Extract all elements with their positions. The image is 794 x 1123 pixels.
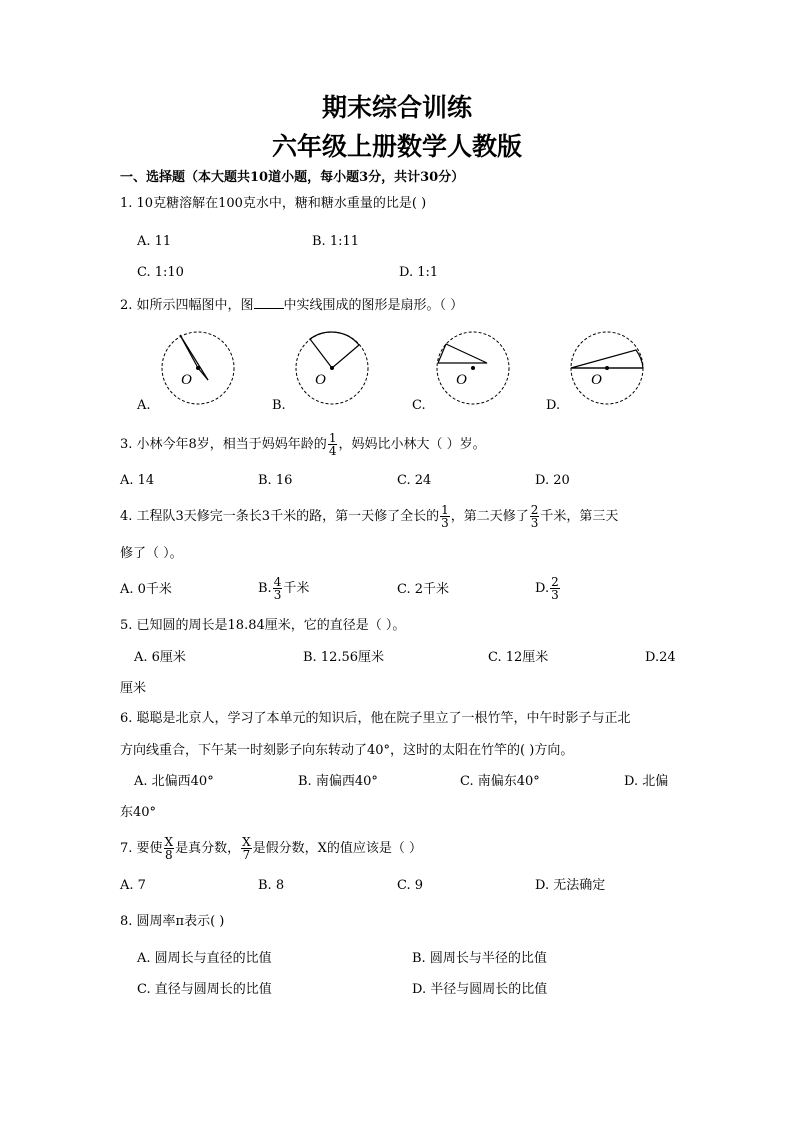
q7-fraction-2 (241, 836, 252, 861)
q3-option-d: D. 20 (535, 473, 570, 488)
q3-option-b: B. 16 (258, 473, 293, 488)
document-title: 期末综合训练 (321, 93, 472, 122)
q1-option-c: C. 1:10 (137, 265, 184, 280)
q4-option-a: A. 0千米 (120, 582, 172, 597)
q7-option-c: C. 9 (397, 878, 424, 893)
document-subtitle: 六年级上册数学人教版 (271, 132, 522, 161)
q4-fraction-1-numerator: 1 (441, 503, 449, 517)
q7-fraction-1-denominator: 8 (165, 848, 173, 862)
q5-option-a: A. 6厘米 (134, 650, 186, 665)
q6-option-d-continued: 东40° (120, 805, 157, 820)
q4-stem-line2: 修了（ ）。 (120, 546, 183, 561)
q4-option-d (535, 572, 561, 606)
q2-answer-blank (254, 296, 284, 309)
q2-label-d: D. (546, 398, 561, 413)
q2-stem-part-b: 中实线围成的图形是扇形。（ ） (283, 298, 464, 313)
q7-stem-part-a: 7. 要使 (120, 841, 163, 856)
q2-stem-part-a: 2. 如所示四幅图中，图 (120, 298, 254, 313)
q1-option-a: A. 11 (137, 234, 172, 249)
q3-option-c: C. 24 (397, 473, 432, 488)
q2-figure-d-center-label: O (591, 372, 602, 388)
q8-option-b: B. 圆周长与半径的比值 (412, 951, 547, 966)
q7-stem-part-c: 是假分数，X的值应该是（ ） (252, 841, 423, 856)
q4-option-b-denominator: 3 (273, 588, 282, 602)
q4-option-b-unit: 千米 (283, 581, 310, 596)
q7-option-a: A. 7 (120, 878, 146, 893)
q5-option-d: D.24 (645, 650, 676, 665)
q1-stem: 1. 10克糖溶解在100克水中，糖和糖水重量的比是( ) (120, 196, 427, 211)
q4-stem-part-c: 千米，第三天 (540, 509, 619, 524)
q3-fraction (328, 432, 338, 457)
q7-stem (120, 832, 422, 866)
q5-stem: 5. 已知圆的周长是18.84厘米，它的直径是（ ）。 (120, 618, 406, 633)
q4-option-b-letter: B. (258, 581, 272, 596)
q7-option-b: B. 8 (258, 878, 285, 893)
q4-option-d-letter: D. (535, 581, 550, 596)
q2-figure-c-center-label: O (456, 372, 467, 388)
q4-fraction-2-numerator: 2 (530, 503, 539, 517)
q8-option-d: D. 半径与圆周长的比值 (412, 982, 548, 997)
q5-option-c: C. 12厘米 (488, 650, 549, 665)
q4-option-b-numerator: 4 (273, 575, 282, 589)
q2-label-a: A. (137, 398, 151, 413)
q2-figure-c (435, 330, 511, 406)
q8-option-c: C. 直径与圆周长的比值 (137, 982, 272, 997)
q6-stem-line2: 方向线重合，下午某一时刻影子向东转动了40°，这时的太阳在竹竿的( )方向。 (120, 743, 574, 758)
q3-option-a: A. 14 (120, 473, 155, 488)
q3-fraction-numerator: 1 (328, 431, 337, 445)
q3-stem (120, 428, 486, 462)
q2-figure-a-center-label: O (181, 372, 192, 388)
q4-option-b-fraction (273, 576, 283, 601)
q4-fraction-1-denominator: 3 (441, 516, 449, 530)
q2-figure-b (294, 330, 370, 406)
q4-fraction-1 (440, 504, 450, 529)
q7-fraction-2-denominator: 7 (242, 848, 251, 862)
q4-fraction-2 (530, 504, 540, 529)
q8-stem: 8. 圆周率π表示( ) (120, 914, 225, 929)
q4-option-d-denominator: 3 (551, 588, 559, 602)
q4-option-d-fraction (550, 576, 560, 601)
q2-stem (120, 296, 463, 314)
q6-option-d: D. 北偏 (624, 774, 669, 789)
q7-stem-part-b: 是真分数， (175, 841, 241, 856)
q4-fraction-2-denominator: 3 (530, 516, 539, 530)
q6-option-a: A. 北偏西40° (134, 774, 214, 789)
q4-option-b (258, 572, 309, 606)
q2-figure-b-center-label: O (315, 372, 326, 388)
q4-option-d-numerator: 2 (551, 575, 559, 589)
q1-option-d: D. 1:1 (399, 265, 439, 280)
q3-stem-part-a: 3. 小林今年8岁，相当于妈妈年龄的 (120, 437, 327, 452)
q3-fraction-denominator: 4 (328, 444, 337, 458)
q7-fraction-2-numerator: X (242, 835, 251, 849)
section-heading: 一、选择题（本大题共10道小题，每小题3分，共计30分） (120, 170, 465, 185)
q7-fraction-1-numerator: X (164, 835, 174, 849)
q5-option-d-continued: 厘米 (120, 681, 147, 696)
q5-option-b: B. 12.56厘米 (303, 650, 385, 665)
q6-option-b: B. 南偏西40° (298, 774, 378, 789)
q2-label-b: B. (272, 398, 286, 413)
q2-label-c: C. (412, 398, 426, 413)
q4-stem (120, 500, 618, 534)
q3-stem-part-b: ，妈妈比小林大（ ）岁。 (338, 437, 486, 452)
q6-stem-line1: 6. 聪聪是北京人，学习了本单元的知识后，他在院子里立了一根竹竿，中午时影子与正北 (120, 711, 631, 726)
q7-option-d: D. 无法确定 (535, 878, 606, 893)
q1-option-b: B. 1:11 (312, 234, 360, 249)
q7-fraction-1 (164, 836, 175, 861)
q4-stem-part-a: 4. 工程队3天修完一条长3千米的路，第一天修了全长的 (120, 509, 440, 524)
q2-figure-d (569, 330, 645, 406)
q4-option-c: C. 2千米 (397, 582, 450, 597)
q4-stem-part-b: ，第二天修了 (450, 509, 529, 524)
q6-option-c: C. 南偏东40° (460, 774, 540, 789)
q2-figure-a (160, 330, 236, 406)
q8-option-a: A. 圆周长与直径的比值 (137, 951, 272, 966)
